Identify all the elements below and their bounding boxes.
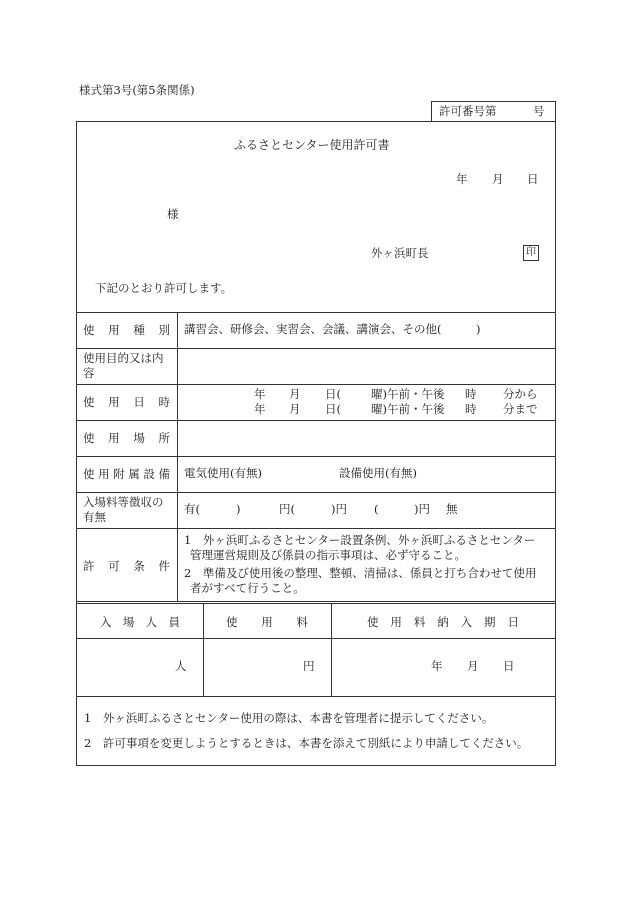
usage-type-value: 講習会、研修会、実習会、会議、講演会、その他( ) — [184, 322, 481, 336]
label-char: 人 — [145, 615, 158, 629]
column-divider — [177, 312, 178, 602]
rule — [76, 528, 556, 529]
dt2-month: 月 — [289, 402, 301, 416]
label-char: 日 — [507, 615, 519, 629]
double-rule — [76, 601, 556, 604]
label-char: 納 — [437, 615, 449, 629]
dt1-hour: 時 — [465, 387, 477, 401]
label-admission-line2: 有無 — [83, 510, 106, 524]
permit-number-suffix: 号 — [533, 104, 545, 118]
seal-mark: 印 — [523, 245, 539, 261]
admission-yen-2: )円 — [331, 502, 347, 516]
label-purpose-line1: 使用目的又は内 — [83, 351, 164, 365]
label-char: 許 — [83, 559, 95, 573]
header-payment-due — [367, 614, 519, 630]
rule — [76, 696, 556, 697]
admission-none: 無 — [446, 502, 458, 516]
dt2-ampm: 曜)午前・午後 — [371, 402, 445, 416]
condition-1-line1: 1 外ヶ浜町ふるさとセンター設置条例、外ヶ浜町ふるさとセンター — [184, 533, 536, 547]
unit-yen: 円 — [303, 659, 315, 673]
label-char: 料 — [296, 615, 308, 629]
label-char: 属 — [128, 467, 140, 481]
label-char: 場 — [122, 615, 135, 629]
label-char: 使 — [83, 431, 95, 445]
date-year: 年 — [456, 172, 468, 186]
date-month: 月 — [492, 172, 504, 186]
unit-people: 人 — [175, 659, 187, 673]
column-divider — [203, 603, 204, 696]
label-char: 附 — [113, 467, 125, 481]
rule — [76, 384, 556, 385]
rule — [76, 420, 556, 421]
label-char: 員 — [168, 615, 180, 629]
due-day: 日 — [503, 659, 515, 673]
due-year: 年 — [431, 659, 443, 673]
equipment-electric: 電気使用(有無) — [184, 466, 262, 480]
label-char: 用 — [108, 323, 120, 337]
label-char: 件 — [158, 559, 170, 573]
permit-number-label: 許可番号第 — [439, 104, 497, 118]
condition-1-line2: 管理運営規則及び係員の指示事項は、必ず守ること。 — [190, 548, 466, 562]
admission-yes: 有( — [184, 502, 200, 516]
label-char: 条 — [133, 559, 145, 573]
admission-paren-close: ) — [236, 502, 241, 516]
rule — [76, 312, 556, 313]
label-char: 用 — [390, 615, 402, 629]
label-char: 使 — [83, 395, 95, 409]
admission-yen-3: )円 — [414, 502, 430, 516]
label-char: 所 — [158, 431, 170, 445]
label-char: 用 — [108, 395, 120, 409]
dt1-month: 月 — [289, 387, 301, 401]
dt1-minute-from: 分から — [503, 387, 538, 401]
admission-yen-1: 円( — [279, 502, 295, 516]
condition-2-line1: 2 準備及び使用後の整理、整頓、清掃は、係員と打ち合わせて使用 — [184, 566, 537, 580]
label-char: 用 — [261, 615, 273, 629]
equipment-facility: 設備使用(有無) — [339, 466, 417, 480]
dt1-day: 日( — [325, 387, 341, 401]
rule — [76, 638, 556, 639]
label-purpose-line2: 容 — [83, 366, 95, 380]
label-char: 入 — [460, 615, 473, 629]
condition-2-line2: 者がすべて行うこと。 — [190, 581, 305, 595]
label-char: 期 — [484, 615, 496, 629]
label-char: 場 — [133, 431, 145, 445]
date-day: 日 — [527, 172, 539, 186]
label-char: 用 — [108, 431, 120, 445]
label-datetime — [83, 394, 170, 410]
rule — [76, 456, 556, 457]
label-char: 別 — [158, 323, 170, 337]
label-conditions — [83, 558, 170, 574]
issuer-name: 外ヶ浜町長 — [371, 246, 429, 260]
label-char: 用 — [98, 467, 110, 481]
label-usage-type — [83, 322, 170, 338]
note-1: 1 外ヶ浜町ふるさとセンター使用の際は、本書を管理者に提示してください。 — [84, 711, 494, 725]
due-month: 月 — [467, 659, 479, 673]
rule — [76, 348, 556, 349]
dt2-hour: 時 — [465, 402, 477, 416]
header-usage-fee — [226, 614, 308, 630]
label-char: 使 — [226, 615, 238, 629]
rule — [76, 492, 556, 493]
label-char: 時 — [158, 395, 170, 409]
note-2: 2 許可事項を変更しようとするときは、本書を添えて別紙により申請してください。 — [84, 736, 529, 750]
admission-paren-open: ( — [374, 502, 379, 516]
label-char: 入 — [100, 615, 112, 629]
label-admission-line1: 入場料等徴収の — [83, 495, 164, 509]
label-char: 使 — [367, 615, 379, 629]
label-char: 設 — [143, 467, 155, 481]
header-attendance — [100, 614, 180, 630]
label-char: 使 — [83, 467, 95, 481]
document-title: ふるさとセンター使用許可書 — [234, 138, 390, 152]
dt2-minute-until: 分まで — [503, 402, 538, 416]
label-char: 料 — [413, 615, 426, 629]
label-char: 可 — [108, 559, 120, 573]
label-place — [83, 430, 170, 446]
label-equipment — [83, 466, 170, 482]
label-char: 種 — [133, 323, 145, 337]
dt1-ampm: 曜)午前・午後 — [371, 387, 445, 401]
addressee-suffix: 様 — [167, 207, 179, 221]
intro-text: 下記のとおり許可します。 — [95, 281, 233, 295]
dt2-day: 日( — [325, 402, 341, 416]
label-char: 備 — [158, 467, 170, 481]
label-char: 日 — [133, 395, 145, 409]
dt2-year: 年 — [254, 402, 266, 416]
label-char: 使 — [83, 323, 95, 337]
column-divider — [331, 603, 332, 696]
dt1-year: 年 — [254, 387, 266, 401]
form-number: 様式第3号(第5条関係) — [79, 83, 195, 97]
